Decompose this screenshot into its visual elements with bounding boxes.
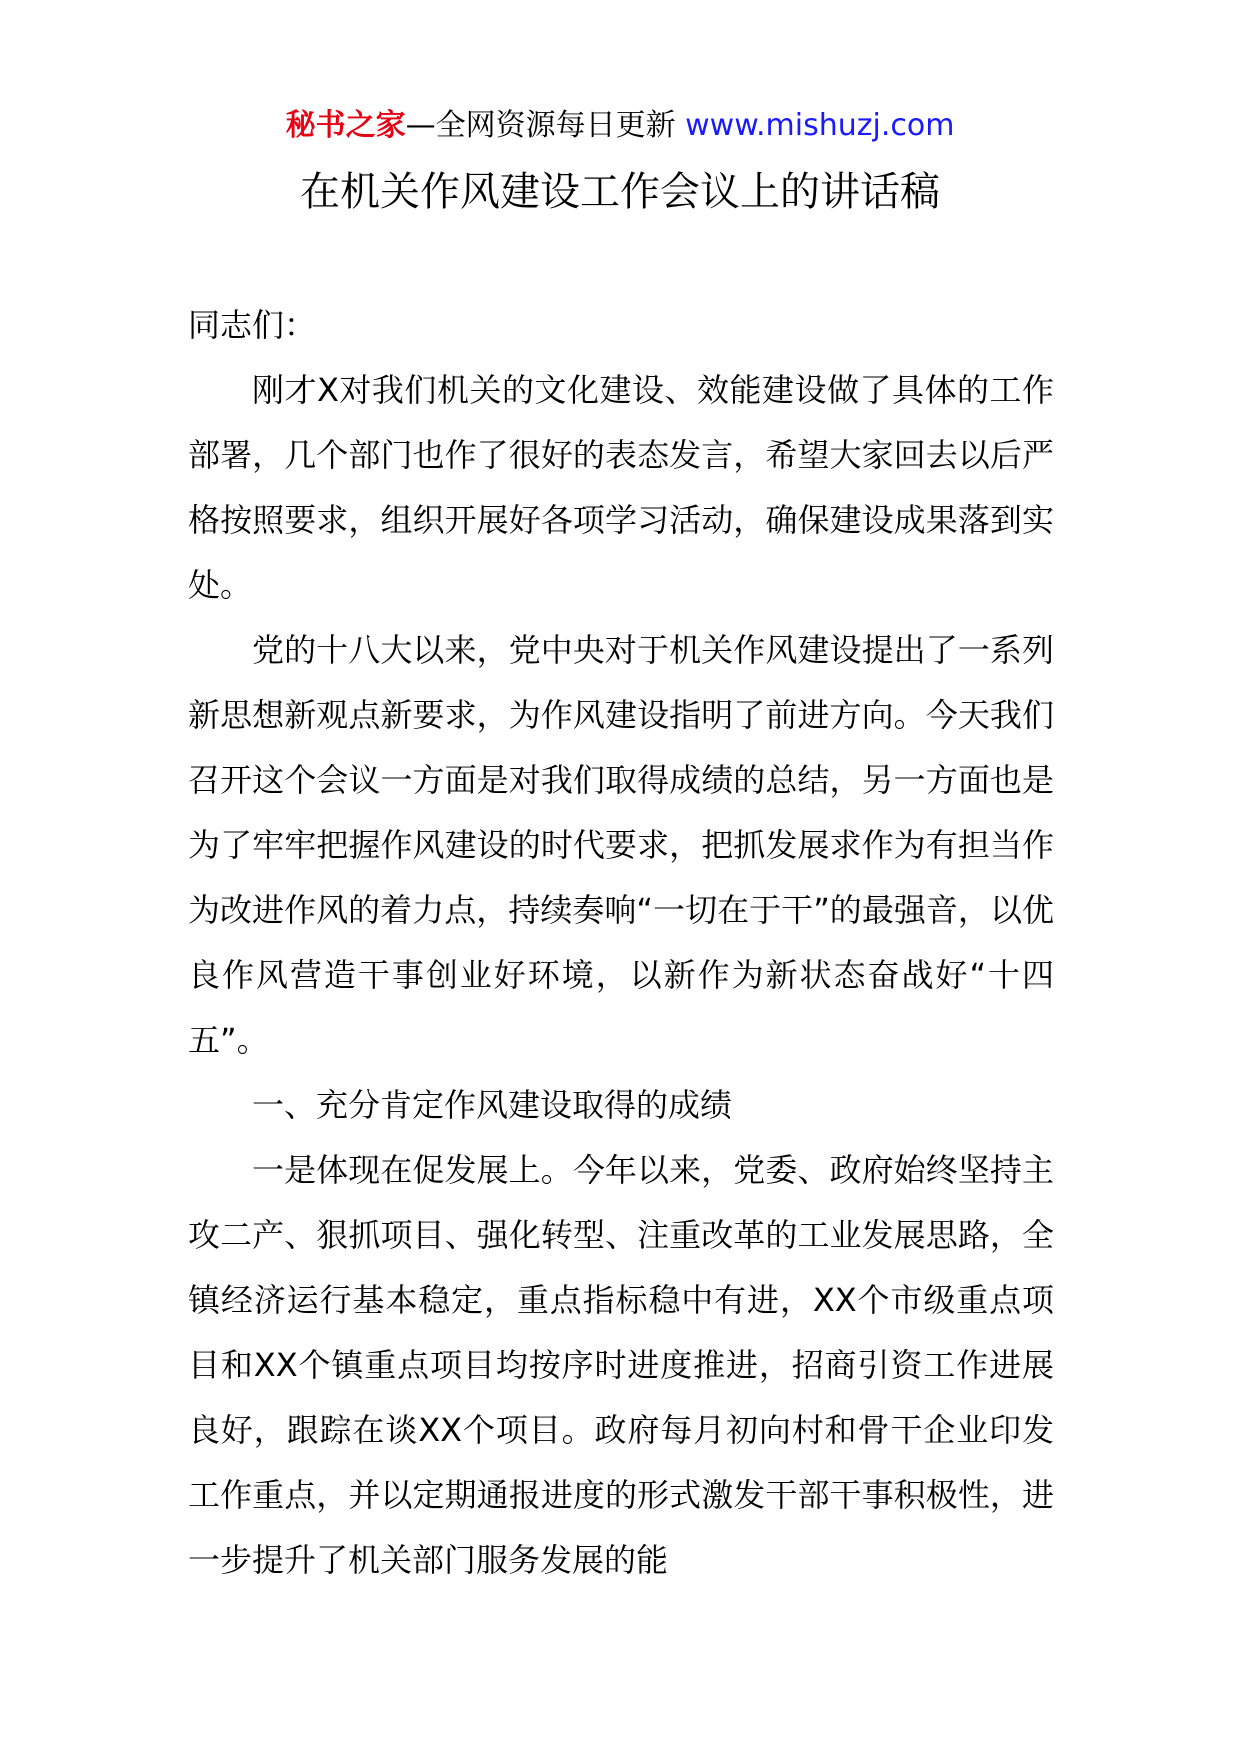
paragraph: 党的十八大以来，党中央对于机关作风建设提出了一系列新思想新观点新要求，为作风建设指明了前进方向。今天我们召开这个会议一方面是对我们取得成绩的总结，另一方面也是为了牢牢把握作风建设的时代要求，把抓发展求作为有担当作为改进作风的着力点，持续奏响“一切在于干”的最强音，以优良作风营造干事创业好环境，以新作为新状态奋战好“十四五”。 bbox=[188, 631, 1054, 1059]
brand-name: 秘书之家 bbox=[285, 108, 406, 143]
site-url-link[interactable]: www.mishuzj.com bbox=[685, 108, 955, 143]
site-header bbox=[0, 102, 1240, 150]
paragraph: 刚才X对我们机关的文化建设、效能建设做了具体的工作部署，几个部门也作了很好的表态发言，希望大家回去以后严格按照要求，组织开展好各项学习活动，确保建设成果落到实处。 bbox=[188, 371, 1054, 604]
paragraph: 一是体现在促发展上。今年以来，党委、政府始终坚持主攻二产、狠抓项目、强化转型、注重改革的工业发展思路，全镇经济运行基本稳定，重点指标稳中有进，XX个市级重点项目和XX个镇重点项目均按序时进度推进，招商引资工作进展良好，跟踪在谈XX个项目。政府每月初向村和骨干企业印发工作重点，并以定期通报进度的形式激发干部干事积极性，进一步提升了机关部门服务发展的能 bbox=[188, 1151, 1054, 1579]
section-heading: 一、充分肯定作风建设取得的成绩 bbox=[252, 1086, 733, 1124]
greeting: 同志们： bbox=[188, 306, 317, 344]
document-title: 在机关作风建设工作会议上的讲话稿 bbox=[300, 169, 940, 215]
header-slogan: —全网资源每日更新 bbox=[405, 108, 686, 143]
document-body bbox=[188, 293, 1054, 1593]
